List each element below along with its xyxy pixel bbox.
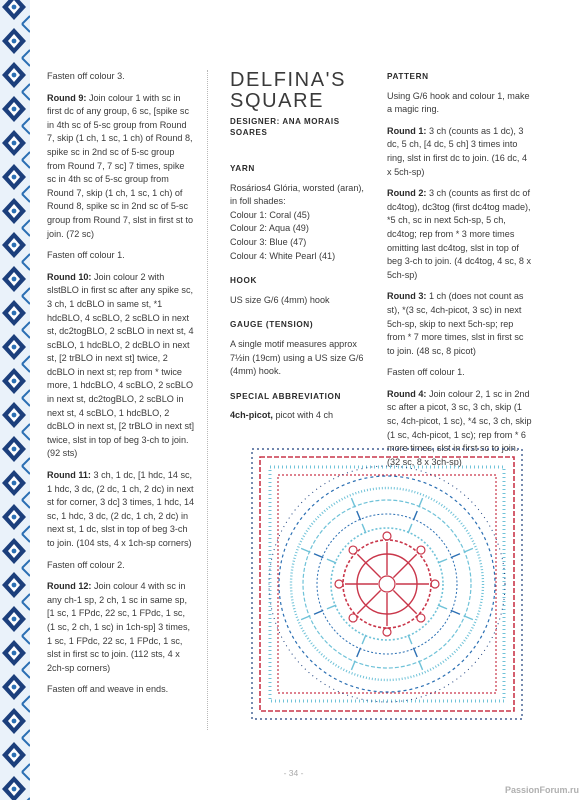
chart-picot [335, 580, 343, 588]
round-9 [47, 92, 195, 242]
chart-stitch-line [464, 548, 473, 552]
round-text: 3 ch (counts as 1 dc), 3 dc, 5 ch, [4 dc, 5 ch] 3 times into ring, slst in first dc to join. (16 dc, 4 x 5ch-sp) [387, 125, 527, 177]
paragraph: Fasten off colour 1. [387, 367, 465, 378]
column-divider [207, 70, 208, 730]
tile-motif [0, 92, 30, 126]
chart-stitch-line [393, 554, 416, 577]
round-text: 3 ch (counts as first dc of dc4tog), dc3tog (first dc4tog made), *5 ch, sc in next 5ch-sp, 5 ch, dc4tog; rep from * 3 more times omitting last dc4tog, slst in top of beg 3-ch to join. (4 dc4tog, 4 sc, 8 x 5ch-sp) [387, 188, 532, 280]
tile-motif [0, 296, 30, 330]
round-text: Join colour 1 with sc in first dc of any group, 6 sc, [spike sc in 4th sc of 5-sc group from Round 7, skip (1 ch, 1 sc, 1 ch) of Round 8, spike sc in 2nd sc of 5-sc group from Round 7, 7 sc] 7 times, spike sc in 4th sc of 5-sc group from Round 7, skip (1 ch, 1 sc, 1 ch) of Round 8, spike sc in 2nd sc of 5-sc group from Round 7, slst in first st to join. (72 sc) [47, 92, 194, 239]
tile-motif [0, 364, 30, 398]
chart-stitch-line [393, 590, 416, 613]
chart-stitch-line [357, 511, 361, 520]
tile-motif [0, 670, 30, 704]
chart-stitch-line [357, 554, 380, 577]
round-text: 3 ch, 1 dc, [1 hdc, 14 sc, 1 hdc, 3 dc, (2 dc, 1 ch, 2 dc) in next st for corner, 3 dc] 3 times, 1 hdc, 14 sc, 1 hdc, 3 dc, (2 dc, 1 ch, 2 dc) in next st, 1 dc, slst in top of beg 3-ch to join. (104 sts, 4 x 1ch-sp corners) [47, 470, 195, 548]
tile-motif [0, 602, 30, 636]
round-11 [47, 469, 195, 551]
section-heading: HOOK [230, 276, 257, 286]
pattern-intro: Using G/6 hook and colour 1, make a magic ring. [387, 90, 530, 115]
section-heading: PATTERN [387, 72, 429, 81]
tile-motif [0, 534, 30, 568]
chart-stitch-line [362, 635, 366, 644]
round-text: Join colour 2 with slstBLO in first sc after any spike sc, 3 ch, 1 dcBLO in same st, *1 hdcBLO, 4 scBLO, 2 scBLO in next st, dc2togBLO, 2 scBLO in next st, 4 scBLO, 1 hdcBLO, 2 dcBLO in next st, [2 trBLO in next st] twice, 2 dcBLO in next st; rep from * twice more, 1 hdcBLO, 4 scBLO, 2 scBLO in next st, dc2togBLO, 2 scBLO in next st, 4 scBLO, 1 hdcBLO, 2 dcBLO in next st, [2 trBLO in next st] twice, slst in top of beg 3-ch to join. (92 sts) [47, 271, 195, 459]
designer-credit: DESIGNER: ANA MORAIS SOARES [230, 117, 340, 137]
chart-picot [383, 532, 391, 540]
abbreviation-definition: picot with 4 ch [275, 410, 334, 421]
chart-stitch-line [351, 661, 355, 670]
chart-stitch-line [413, 648, 417, 657]
chart-stitch-line [451, 554, 460, 558]
hook-text: US size G/6 (4mm) hook [230, 294, 330, 305]
tile-motif [0, 24, 30, 58]
yarn-intro: Rosários4 Glória, worsted (aran), in foll shades: [230, 182, 364, 207]
paragraph: Fasten off colour 1. [47, 250, 125, 261]
round-10 [47, 271, 195, 461]
tile-motif [0, 330, 30, 364]
chart-stitch-line [464, 616, 473, 620]
round-label: Round 9: [47, 92, 87, 103]
chart-stitch-line [408, 524, 412, 533]
round-text: Join colour 4 with sc in any ch-1 sp, 2 ch, 1 sc in same sp, [1 sc, 1 FPdc, 22 sc, 1 FPdc, 1 sc, (1 sc, 2 ch, 1 sc) in 1ch-sp] 3 times, 1 sc, 1 FPdc, 22 sc, 1 FPdc, 1 sc, slst in first sc to join. (112 sts, 4 x 2ch-sp corners) [47, 581, 191, 673]
round-text: 1 ch (does not count as st), *(3 sc, 4ch-picot, 3 sc) in next 5ch-sp, skip to next 5ch-sp; rep from * 7 more times, slst in first sc to join. (48 sc, 8 picot) [387, 291, 524, 356]
hook-section [230, 274, 370, 307]
yarn-colour: Colour 2: Aqua (49) [230, 223, 309, 234]
tile-motif [0, 738, 30, 772]
tile-motif [0, 398, 30, 432]
chart-picot [417, 614, 425, 622]
chart-stitch-line [314, 610, 323, 614]
round-label: Round 12: [47, 581, 92, 592]
paragraph: Fasten off colour 3. [47, 71, 125, 81]
round-2 [387, 187, 532, 282]
tile-motif [0, 262, 30, 296]
instructions-column-left [47, 70, 195, 705]
chart-picot [383, 628, 391, 636]
chart-stitch-line [314, 554, 323, 558]
abbreviation-section [230, 390, 370, 423]
chart-round [303, 500, 471, 668]
tile-motif [0, 568, 30, 602]
yarn-colour: Colour 4: White Pearl (41) [230, 250, 336, 261]
chart-stitch-line [362, 524, 366, 533]
tile-motif [0, 432, 30, 466]
abbreviation-term: 4ch-picot, [230, 410, 273, 421]
chart-stitch-line [327, 605, 336, 609]
crochet-chart-diagram [246, 443, 528, 725]
chart-stitch-line [301, 548, 310, 552]
chart-picot [417, 546, 425, 554]
chart-stitch-line [438, 559, 447, 563]
page-number: - 34 - [283, 768, 304, 778]
round-12 [47, 580, 195, 675]
round-label: Round 2: [387, 188, 427, 199]
paragraph: Fasten off colour 2. [47, 559, 125, 570]
yarn-colour: Colour 3: Blue (47) [230, 236, 307, 247]
section-heading: SPECIAL ABBREVIATION [230, 391, 342, 401]
round-label: Round 4: [387, 388, 427, 399]
gauge-text: A single motif measures approx 7½in (19cm) using a US size G/6 (4mm) hook. [230, 338, 364, 377]
tile-motif [0, 228, 30, 262]
tile-motif [0, 704, 30, 738]
chart-stitch-line [351, 498, 355, 507]
paragraph: Fasten off and weave in ends. [47, 684, 169, 695]
pattern-column [387, 70, 532, 477]
chart-stitch-line [408, 635, 412, 644]
round-label: Round 11: [47, 470, 91, 481]
tile-motif [0, 194, 30, 228]
chart-stitch-line [419, 661, 423, 670]
chart-round [379, 576, 395, 592]
chart-round [269, 466, 505, 702]
round-text: Join colour 2, 1 sc in 2nd sc after a picot, 3 sc, 3 ch, skip (1 sc, 4ch-picot, 1 sc), *4 sc, 3 ch, skip (1 sc, 4ch-picot, 1 sc); rep from * 6 more times, slst in first sc to join. (32 sc, 8 x 3ch-sp) [387, 388, 532, 467]
gauge-section [230, 318, 370, 378]
chart-stitch-line [327, 559, 336, 563]
chart-picot [349, 614, 357, 622]
title-line-2: SQUARE [230, 90, 325, 112]
round-label: Round 1: [387, 125, 427, 136]
title-line-1: DELFINA'S [230, 69, 347, 91]
watermark: PassionForum.ru [504, 785, 579, 795]
chart-stitch-line [438, 605, 447, 609]
chart-stitch-line [357, 648, 361, 657]
materials-column [230, 162, 370, 434]
chart-picot [431, 580, 439, 588]
tile-motif [0, 0, 30, 24]
tile-motif [0, 636, 30, 670]
tile-motif [0, 500, 30, 534]
chart-picot [349, 546, 357, 554]
decorative-tile-border [0, 0, 30, 800]
chart-stitch-line [419, 498, 423, 507]
chart-stitch-line [301, 616, 310, 620]
page-title [230, 70, 346, 112]
section-heading: YARN [230, 164, 255, 173]
chart-stitch-line [357, 590, 380, 613]
chart-round [317, 514, 457, 654]
tile-motif [0, 126, 30, 160]
chart-round [291, 488, 483, 680]
round-1 [387, 125, 532, 179]
yarn-section [230, 162, 370, 263]
tile-motif [0, 58, 30, 92]
section-heading: GAUGE (TENSION) [230, 320, 314, 330]
tile-motif [0, 160, 30, 194]
round-label: Round 3: [387, 291, 427, 302]
chart-stitch-line [451, 610, 460, 614]
round-3 [387, 290, 532, 358]
tile-motif [0, 466, 30, 500]
abbreviation-text [230, 409, 370, 423]
yarn-colour: Colour 1: Coral (45) [230, 209, 310, 220]
chart-round [279, 476, 495, 692]
round-label: Round 10: [47, 271, 92, 282]
chart-stitch-line [413, 511, 417, 520]
